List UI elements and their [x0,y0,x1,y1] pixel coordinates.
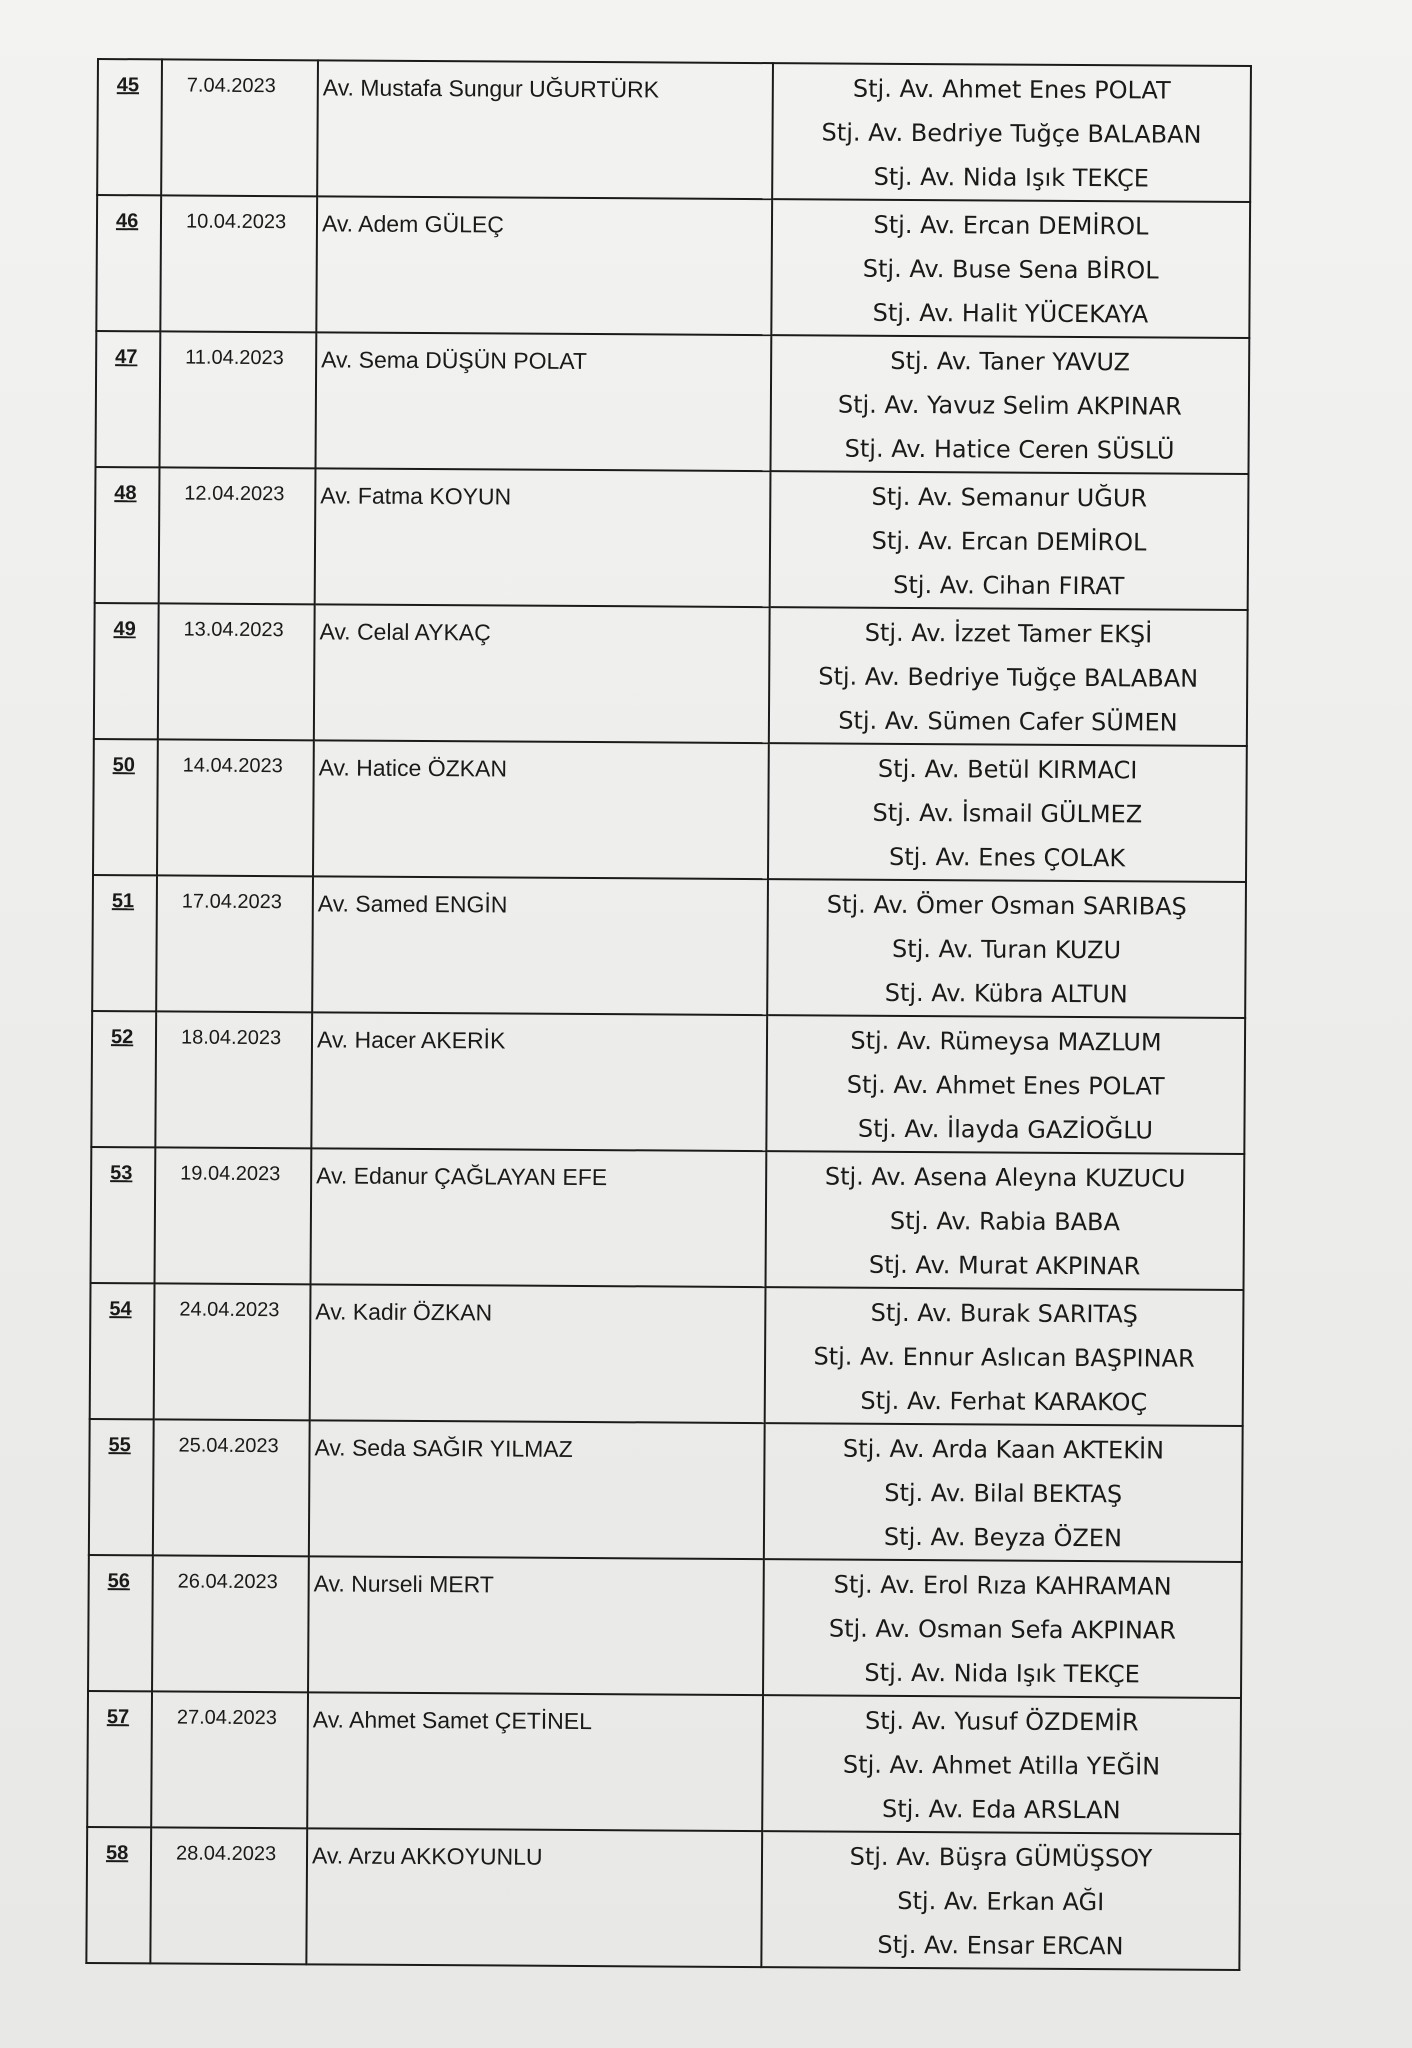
intern-list [771,199,1250,338]
intern-name: Stj. Av. Bedriye Tuğçe BALABAN [818,662,1199,693]
table-row [88,1555,1242,1698]
table-row [91,1011,1245,1154]
assignment-table-wrap [85,58,1250,1971]
intern-name: Stj. Av. Taner YAVUZ [890,346,1131,377]
row-date: 11.04.2023 [160,331,317,468]
intern-name: Stj. Av. Yavuz Selim AKPINAR [837,390,1182,421]
row-number: 53 [91,1147,156,1283]
table-row [91,1147,1245,1290]
row-date: 17.04.2023 [156,875,313,1012]
row-date: 25.04.2023 [153,1419,310,1556]
table-body [86,59,1251,1970]
intern-name: Stj. Av. İlayda GAZİOĞLU [857,1114,1154,1145]
intern-list [772,63,1251,202]
intern-name: Stj. Av. Ahmet Enes POLAT [852,74,1171,105]
intern-name: Stj. Av. Enes ÇOLAK [888,842,1126,873]
row-number: 57 [87,1691,152,1827]
intern-list [765,1287,1244,1426]
supervising-lawyer: Av. Nurseli MERT [308,1556,764,1695]
intern-name: Stj. Av. Kübra ALTUN [884,978,1128,1009]
supervising-lawyer: Av. Edanur ÇAĞLAYAN EFE [311,1148,767,1287]
intern-name: Stj. Av. Ahmet Atilla YEĞİN [842,1750,1161,1781]
supervising-lawyer: Av. Adem GÜLEÇ [316,196,772,335]
table-row [87,1691,1241,1834]
intern-name: Stj. Av. Büşra GÜMÜŞSOY [849,1842,1153,1873]
intern-list [766,1015,1245,1154]
intern-name: Stj. Av. İzzet Tamer EKŞİ [864,618,1153,649]
table-row [94,603,1248,746]
table-row [95,467,1249,610]
table-row [96,195,1250,338]
intern-list [763,1559,1242,1698]
row-date: 26.04.2023 [152,1555,309,1692]
row-number: 58 [86,1827,151,1963]
intern-name: Stj. Av. Asena Aleyna KUZUCU [824,1162,1186,1193]
intern-name: Stj. Av. Semanur UĞUR [871,482,1148,513]
supervising-lawyer: Av. Sema DÜŞÜN POLAT [315,332,771,471]
intern-list [769,607,1248,746]
intern-list [761,1831,1240,1970]
intern-name: Stj. Av. Buse Sena BİROL [862,254,1159,285]
table-row [90,1283,1244,1426]
intern-list [764,1423,1243,1562]
table-row [92,875,1246,1018]
intern-name: Stj. Av. Erkan AĞI [897,1886,1105,1917]
row-number: 51 [92,875,157,1011]
table-row [93,739,1247,882]
supervising-lawyer: Av. Hacer AKERİK [311,1012,767,1151]
intern-name: Stj. Av. Sümen Cafer SÜMEN [838,706,1178,737]
intern-name: Stj. Av. Ercan DEMİROL [873,210,1149,241]
intern-name: Stj. Av. Erol Rıza KAHRAMAN [833,1570,1172,1601]
intern-name: Stj. Av. Ensar ERCAN [877,1930,1124,1961]
supervising-lawyer: Av. Celal AYKAÇ [314,604,770,743]
intern-name: Stj. Av. Osman Sefa AKPINAR [828,1614,1177,1645]
intern-name: Stj. Av. Ferhat KARAKOÇ [860,1386,1148,1417]
row-number: 49 [94,603,159,739]
intern-name: Stj. Av. Hatice Ceren SÜSLÜ [844,434,1175,465]
intern-name: Stj. Av. Burak SARITAŞ [870,1298,1139,1329]
row-number: 55 [89,1419,154,1555]
supervising-lawyer: Av. Hatice ÖZKAN [313,740,769,879]
row-date: 28.04.2023 [150,1827,307,1964]
intern-name: Stj. Av. Rabia BABA [889,1206,1121,1237]
intern-name: Stj. Av. Eda ARSLAN [881,1794,1121,1825]
supervising-lawyer: Av. Mustafa Sungur UĞURTÜRK [317,60,773,199]
intern-name: Stj. Av. Bilal BEKTAŞ [884,1478,1123,1509]
intern-name: Stj. Av. Ömer Osman SARIBAŞ [826,890,1187,921]
intern-name: Stj. Av. Nida Işık TEKÇE [873,162,1150,193]
supervising-lawyer: Av. Arzu AKKOYUNLU [306,1828,762,1967]
row-date: 18.04.2023 [155,1011,312,1148]
assignment-table [85,58,1252,1971]
row-number: 54 [90,1283,155,1419]
row-date: 10.04.2023 [160,195,317,332]
intern-name: Stj. Av. Arda Kaan AKTEKİN [842,1434,1165,1465]
intern-name: Stj. Av. Bedriye Tuğçe BALABAN [821,118,1202,149]
intern-list [766,1151,1245,1290]
intern-list [768,743,1247,882]
intern-name: Stj. Av. Ennur Aslıcan BAŞPINAR [813,1342,1195,1373]
table-row [97,59,1251,202]
intern-name: Stj. Av. Cihan FIRAT [893,570,1125,601]
intern-list [770,471,1249,610]
row-number: 50 [93,739,158,875]
row-number: 47 [96,331,161,467]
row-number: 45 [97,59,162,195]
intern-list [770,335,1249,474]
intern-name: Stj. Av. Beyza ÖZEN [883,1522,1123,1553]
supervising-lawyer: Av. Ahmet Samet ÇETİNEL [307,1692,763,1831]
row-date: 13.04.2023 [158,603,315,740]
row-number: 52 [91,1011,156,1147]
intern-name: Stj. Av. Ahmet Enes POLAT [846,1070,1165,1101]
supervising-lawyer: Av. Kadir ÖZKAN [310,1284,766,1423]
intern-list [762,1695,1241,1834]
row-date: 14.04.2023 [157,739,314,876]
intern-name: Stj. Av. Rümeysa MAZLUM [850,1026,1162,1057]
intern-name: Stj. Av. Nida Işık TEKÇE [864,1658,1140,1689]
supervising-lawyer: Av. Fatma KOYUN [315,468,771,607]
row-date: 27.04.2023 [151,1691,308,1828]
row-date: 12.04.2023 [159,467,316,604]
row-number: 48 [95,467,160,603]
row-number: 46 [96,195,161,331]
supervising-lawyer: Av. Samed ENGİN [312,876,768,1015]
intern-name: Stj. Av. İsmail GÜLMEZ [872,798,1143,829]
table-row [86,1827,1240,1970]
intern-name: Stj. Av. Betül KIRMACI [877,754,1138,785]
row-number: 56 [88,1555,153,1691]
table-row [89,1419,1243,1562]
table-row [96,331,1250,474]
intern-list [767,879,1246,1018]
row-date: 19.04.2023 [155,1147,312,1284]
intern-name: Stj. Av. Yusuf ÖZDEMİR [865,1706,1139,1737]
row-date: 7.04.2023 [161,59,318,196]
intern-name: Stj. Av. Ercan DEMİROL [871,526,1147,557]
intern-name: Stj. Av. Turan KUZU [891,934,1122,965]
supervising-lawyer: Av. Seda SAĞIR YILMAZ [309,1420,765,1559]
intern-name: Stj. Av. Halit YÜCEKAYA [872,298,1149,329]
row-date: 24.04.2023 [154,1283,311,1420]
intern-name: Stj. Av. Murat AKPINAR [868,1250,1141,1281]
